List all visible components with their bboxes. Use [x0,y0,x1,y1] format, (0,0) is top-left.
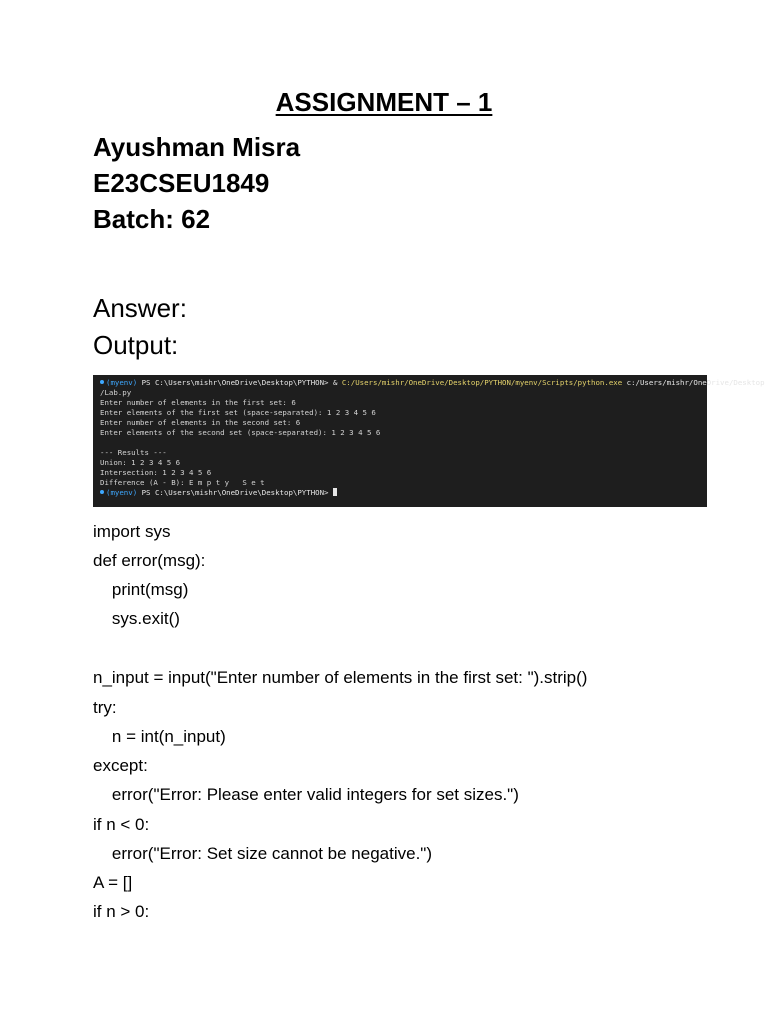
code-line: print(msg) [93,580,189,599]
batch-number: Batch: 62 [93,204,211,234]
terminal-exe-path: C:/Users/mishr/OneDrive/Desktop/PYTHON/myenv/Scripts/python.exe [341,378,623,387]
terminal-line: Enter number of elements in the second set: 6 [100,418,301,427]
code-line: import sys [93,522,171,541]
terminal-line: Enter number of elements in the first set: 6 [100,398,296,407]
roll-number: E23CSEU1849 [93,168,270,198]
terminal-env: (myenv) [106,488,138,497]
code-line: def error(msg): [93,551,206,570]
terminal-bullet-icon [100,490,104,494]
code-line: error("Error: Set size cannot be negative.") [93,844,432,863]
terminal-cursor-icon [333,488,337,496]
code-line: except: [93,756,148,775]
terminal-line: Enter elements of the first set (space-separated): 1 2 3 4 5 6 [100,408,376,417]
assignment-title: ASSIGNMENT – 1 [275,87,493,117]
code-line: n_input = input("Enter number of elements in the first set: ").strip() [93,668,588,687]
answer-heading: Answer: [93,293,187,323]
terminal-arg: c:/Users/mishr/OneDrive/Desktop [622,378,765,387]
terminal-line: Union: 1 2 3 4 5 6 [100,458,181,467]
terminal-bullet-icon [100,380,104,384]
code-line: sys.exit() [93,609,180,628]
code-line: n = int(n_input) [93,727,226,746]
terminal-line: --- Results --- [100,448,167,457]
terminal-prompt: PS C:\Users\mishr\OneDrive\Desktop\PYTHON> [137,378,333,387]
terminal-last-prompt-line [100,488,337,498]
terminal-line: Intersection: 1 2 3 4 5 6 [100,468,212,477]
terminal-output-screenshot [93,375,765,507]
code-line: try: [93,698,117,717]
terminal-amp: & [332,378,342,387]
terminal-prompt: PS C:\Users\mishr\OneDrive\Desktop\PYTHON> [137,488,333,497]
code-line: A = [] [93,873,133,892]
terminal-env: (myenv) [106,378,138,387]
code-line: if n < 0: [93,815,150,834]
code-line: error("Error: Please enter valid integers for set sizes.") [93,785,519,804]
terminal-command-line [100,378,765,388]
terminal-line: /Lab.py [100,388,132,397]
author-name: Ayushman Misra [93,132,301,162]
terminal-line: Difference (A - B): E m p t y S e t [100,478,265,487]
terminal-line: Enter elements of the second set (space-separated): 1 2 3 4 5 6 [100,428,381,437]
code-line: if n > 0: [93,902,150,921]
output-heading: Output: [93,330,179,360]
